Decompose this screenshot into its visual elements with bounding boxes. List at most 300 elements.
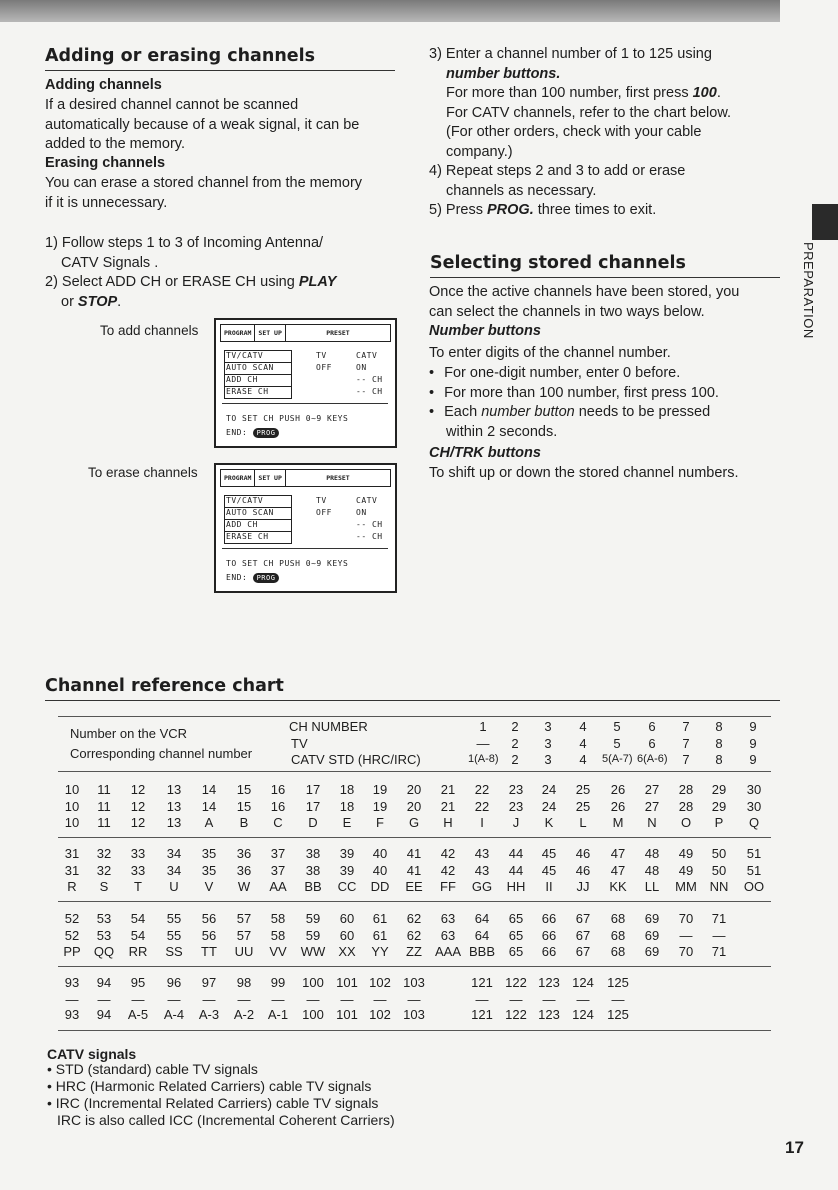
channel-cell: TT [201,944,217,959]
osd-menu-program: PROGRAM [221,470,255,486]
chart-head-cell: 6 [648,719,656,734]
channel-cell: 49 [678,846,694,861]
channel-cell: 14 [201,782,217,797]
channel-cell: 66 [541,944,557,959]
channel-cell: — [611,992,625,1007]
channel-cell: 70 [678,911,694,926]
channel-cell: 63 [440,928,456,943]
channel-cell: 70 [678,944,694,959]
channel-cell: 41 [406,846,422,861]
text-line: or [61,293,78,310]
adding-erasing-heading: Adding or erasing channels [45,46,316,66]
osd-menu-bar [220,469,391,487]
channel-cell: 50 [711,863,727,878]
chart-head-cell: 7 [682,736,690,751]
osd-row-label: TV/CATV [226,351,264,360]
channel-cell: 36 [236,846,252,861]
chart-head-cell: 9 [749,719,757,734]
osd-row-label: ADD CH [226,375,258,384]
erasing-channels-text [45,174,362,213]
osd-screen-add [214,318,397,448]
osd-menu-program: PROGRAM [221,325,255,341]
prog-badge: PROG [253,573,280,583]
channel-cell: A-5 [127,1007,149,1022]
step-3 [429,45,731,162]
channel-cell: 52 [64,928,80,943]
channel-cell: 57 [236,911,252,926]
channel-cell: 32 [96,846,112,861]
osd-screen-erase [214,463,397,593]
chart-head-cell: 5(A-7) [602,753,633,765]
channel-cell: 58 [270,928,286,943]
channel-cell: 20 [406,799,422,814]
channel-cell: 11 [97,782,111,797]
channel-cell: 27 [644,799,660,814]
channel-cell: 10 [64,782,80,797]
text-line: can select the channels in two ways below. [429,303,705,320]
table-rule [58,966,771,967]
channel-cell: 27 [644,782,660,797]
channel-cell: 33 [130,846,146,861]
text-line: CATV Signals . [61,254,159,271]
text-line: automatically because of a weak signal, it can be [45,116,360,133]
text-line: added to the memory. [45,136,185,152]
channel-cell: 42 [440,863,456,878]
channel-cell: H [443,815,453,830]
channel-cell: 96 [166,975,182,990]
chart-head-cell: 5 [613,736,621,751]
channel-cell: 22 [474,799,490,814]
channel-cell: II [545,879,553,894]
osd-footer-instruction: TO SET CH PUSH 0~9 KEYS [226,559,349,568]
channel-cell: 56 [201,928,217,943]
osd-row-option: -- CH [356,375,383,384]
channel-cell: 18 [339,782,355,797]
channel-cell: 12 [130,782,146,797]
channel-cell: 52 [64,911,80,926]
to-add-label: To add channels [100,323,199,338]
osd-separator [222,548,388,549]
channel-cell: Q [748,815,760,830]
osd-menu-setup: SET UP [255,325,285,341]
channel-cell: 98 [236,975,252,990]
section-side-label: PREPARATION [801,242,816,339]
selecting-stored-heading: Selecting stored channels [430,253,686,273]
step-4 [429,162,685,201]
chart-head-cell: 3 [544,736,552,751]
channel-cell: 66 [541,911,557,926]
channel-cell: 66 [541,928,557,943]
osd-end-label: END: [226,573,248,582]
channel-cell: 40 [372,863,388,878]
text-line: If a desired channel cannot be scanned [45,97,299,113]
channel-cell: 59 [305,928,321,943]
channel-cell: 37 [270,846,286,861]
osd-row-label: ADD CH [226,520,258,529]
selecting-text [429,283,739,322]
chart-head-cell: 7 [682,719,690,734]
channel-cell: 61 [372,911,388,926]
catv-item: STD (standard) cable TV signals [55,1061,258,1077]
channel-cell: C [273,815,283,830]
channel-cell: 15 [236,799,252,814]
channel-cell: 51 [746,863,762,878]
channel-cell: E [342,815,352,830]
channel-cell: 103 [403,975,425,990]
chart-head-cell: 9 [749,752,757,767]
channel-cell: 55 [166,911,182,926]
channel-cell: 93 [64,1007,80,1022]
osd-row-option: ON [356,508,367,517]
channel-cell: 38 [305,863,321,878]
osd-row-option: -- CH [356,532,383,541]
adding-channels-text [45,96,359,155]
erasing-channels-heading: Erasing channels [45,155,166,171]
table-rule [58,901,771,902]
chart-head-cell: 8 [715,736,723,751]
channel-cell: — [712,928,726,943]
channel-cell: 50 [711,846,727,861]
channel-cell: 53 [96,911,112,926]
channel-cell: 65 [508,944,524,959]
table-rule [58,1030,771,1031]
page-number: 17 [785,1138,804,1157]
channel-cell: 62 [406,928,422,943]
channel-cell: 93 [64,975,80,990]
channel-cell: 67 [575,911,591,926]
chtrk-heading: CH/TRK buttons [429,445,541,461]
prog-badge: PROG [253,428,280,438]
channel-cell: 95 [130,975,146,990]
heading-rule [45,70,395,71]
chart-head-cell: 8 [715,752,723,767]
number-buttons-label: number buttons. [446,65,561,82]
channel-cell: 123 [538,975,560,990]
channel-cell: 41 [406,863,422,878]
osd-row-label: ERASE CH [226,387,269,396]
text-line: You can erase a stored channel from the memory [45,175,363,191]
channel-cell: PP [63,944,81,959]
chart-head-cell: 4 [579,736,587,751]
channel-cell: 55 [166,928,182,943]
channel-cell: B [239,815,249,830]
channel-cell: F [376,815,384,830]
adding-channels-heading: Adding channels [45,77,162,93]
chart-head-cell: 6 [648,736,656,751]
channel-cell: U [169,879,179,894]
channel-cell: 124 [572,1007,594,1022]
channel-cell: CC [337,879,357,894]
channel-cell: AAA [434,944,461,959]
channel-cell: 100 [302,1007,324,1022]
text-line: For CATV channels, refer to the chart below. [446,104,732,121]
channel-cell: 99 [270,975,286,990]
channel-cell: 64 [474,911,490,926]
channel-cell: 47 [610,863,626,878]
chart-head-cell: 4 [579,719,587,734]
table-rule [58,837,771,838]
channel-cell: 38 [305,846,321,861]
osd-row-value: TV [316,351,327,360]
channel-cell: FF [440,879,456,894]
channel-cell: 10 [64,815,80,830]
osd-row-label: TV/CATV [226,496,264,505]
channel-cell: — [131,992,145,1007]
channel-cell: 44 [508,846,524,861]
table-rule [58,716,771,717]
channel-cell: AA [269,879,287,894]
number-buttons-text: To enter digits of the channel number. [429,345,671,361]
chart-head-cell: — [476,736,490,751]
channel-cell: J [512,815,520,830]
channel-cell: YY [371,944,389,959]
text-line: . [117,293,122,310]
channel-cell: — [576,992,590,1007]
channel-cell: 102 [369,1007,391,1022]
text-line: 1) Follow steps 1 to 3 of Incoming Antenna/ [45,235,324,251]
channel-cell: 43 [474,863,490,878]
page-header-bar [0,0,780,22]
text-line: 4) Repeat steps 2 and 3 to add or erase [429,163,686,179]
osd-row-value: OFF [316,363,332,372]
chart-head-cell: 3 [544,752,552,767]
channel-cell: 122 [505,1007,527,1022]
chart-head-cell: 2 [511,719,519,734]
channel-cell: XX [338,944,356,959]
osd-row-option: -- CH [356,520,383,529]
channel-cell: 29 [711,782,727,797]
osd-menu-bar [220,324,391,342]
channel-cell: K [544,815,554,830]
bullet-text-italic: number button [481,404,575,420]
channel-cell: — [306,992,320,1007]
channel-cell: 47 [610,846,626,861]
channel-cell: 45 [541,846,557,861]
channel-cell: 71 [711,911,727,926]
channel-cell: — [373,992,387,1007]
heading-rule [45,700,780,701]
channel-cell: 24 [541,799,557,814]
osd-row-option: CATV [356,496,378,505]
osd-separator [222,403,388,404]
chart-head-cell: 3 [544,719,552,734]
chart-head-cell: 5 [613,719,621,734]
channel-cell: 69 [644,911,660,926]
chart-head-cell: 2 [511,736,519,751]
channel-cell: 14 [201,799,217,814]
channel-cell: 23 [508,782,524,797]
hdr-vcr: Number on the VCR [70,726,188,741]
channel-cell: — [475,992,489,1007]
channel-cell: S [99,879,109,894]
hdr-corresponding: Corresponding channel number [70,746,253,761]
channel-cell: 15 [236,782,252,797]
osd-row-value: OFF [316,508,332,517]
osd-end-label: END: [226,428,248,437]
channel-cell: 56 [201,911,217,926]
channel-cell: SS [165,944,183,959]
channel-cell: 19 [372,799,388,814]
chart-head-cell: 1(A-8) [468,753,499,765]
channel-cell: UU [234,944,254,959]
channel-cell: 125 [607,1007,629,1022]
osd-row-label: AUTO SCAN [226,508,274,517]
step-5 [429,201,656,221]
osd-row-option: ON [356,363,367,372]
text-line: if it is unnecessary. [45,194,168,211]
table-rule [58,771,771,772]
channel-cell: MM [675,879,697,894]
channel-cell: 11 [97,815,111,830]
channel-cell: 35 [201,863,217,878]
channel-cell: 13 [166,799,182,814]
channel-cell: 94 [96,975,112,990]
channel-cell: 48 [644,863,660,878]
channel-cell: 31 [64,863,80,878]
channel-cell: 51 [746,846,762,861]
channel-cell: 68 [610,928,626,943]
bullet-text: within 2 seconds. [446,423,558,440]
channel-cell: 61 [372,928,388,943]
channel-cell: 121 [471,1007,493,1022]
channel-cell: 42 [440,846,456,861]
channel-cell: 13 [166,815,182,830]
text-line: For more than 100 number, first press [446,85,693,101]
channel-cell: A-1 [267,1007,289,1022]
chart-head-cell: 2 [511,752,519,767]
channel-cell: 69 [644,928,660,943]
channel-cell: 54 [130,911,146,926]
channel-cell: I [480,815,484,830]
channel-cell: 32 [96,863,112,878]
channel-cell: HH [506,879,526,894]
channel-cell: 62 [406,911,422,926]
channel-cell: — [407,992,421,1007]
text-line: 2) Select ADD CH or ERASE CH using [45,274,299,290]
channel-cell: 23 [508,799,524,814]
text-line: Once the active channels have been stored, you [429,284,740,300]
channel-cell: 53 [96,928,112,943]
channel-cell: A-2 [233,1007,255,1022]
channel-cell: ZZ [406,944,422,959]
channel-cell: 59 [305,911,321,926]
channel-cell: 26 [610,799,626,814]
channel-cell: 45 [541,863,557,878]
channel-cell: KK [609,879,627,894]
channel-cell: 94 [96,1007,112,1022]
channel-chart-heading: Channel reference chart [45,676,284,696]
number-buttons-bullets: • For one-digit number, enter 0 before. • For more than 100 number, first press 100. • Each number button needs to be pressed within 2 seconds. [429,364,719,442]
channel-cell: T [134,879,142,894]
channel-cell: 67 [575,944,591,959]
channel-cell: 13 [166,782,182,797]
channel-cell: 100 [302,975,324,990]
channel-cell: VV [269,944,287,959]
channel-cell: 19 [372,782,388,797]
channel-cell: 16 [270,799,286,814]
number-buttons-heading: Number buttons [429,323,541,339]
section-tab-marker [812,204,838,240]
channel-cell: 29 [711,799,727,814]
chart-head-cell: 7 [682,752,690,767]
channel-cell: 43 [474,846,490,861]
channel-cell: — [271,992,285,1007]
channel-cell: 21 [440,799,456,814]
channel-cell: 10 [64,799,80,814]
channel-cell: 35 [201,846,217,861]
osd-menu-preset: PRESET [326,329,350,337]
chart-head-cell: 1 [479,719,487,734]
channel-cell: A [204,815,214,830]
osd-row-label: AUTO SCAN [226,363,274,372]
channel-cell: 67 [575,928,591,943]
text-line: three times to exit. [533,202,657,218]
channel-cell: JJ [576,879,590,894]
channel-cell: 121 [471,975,493,990]
channel-cell: 18 [339,799,355,814]
channel-cell: G [408,815,420,830]
channel-cell: 37 [270,863,286,878]
channel-cell: D [308,815,318,830]
osd-menu-setup: SET UP [255,470,285,486]
catv-item: HRC (Harmonic Related Carriers) cable TV signals [55,1078,372,1094]
text-line: 5) Press [429,202,488,218]
channel-cell: 68 [610,911,626,926]
channel-cell: 34 [166,863,182,878]
chart-head-cell: 4 [579,752,587,767]
channel-cell: 101 [336,1007,358,1022]
osd-menu-preset: PRESET [326,474,350,482]
channel-cell: 65 [508,928,524,943]
channel-cell: 22 [474,782,490,797]
channel-cell: 17 [305,782,321,797]
text-line: . [716,85,721,101]
channel-cell: BB [304,879,322,894]
channel-cell: WW [300,944,326,959]
channel-cell: 71 [711,944,727,959]
channel-cell: 60 [339,928,355,943]
channel-cell: 25 [575,799,591,814]
chtrk-text: To shift up or down the stored channel numbers. [429,465,739,481]
channel-cell: N [647,815,657,830]
channel-cell: EE [405,879,423,894]
channel-cell: 124 [572,975,594,990]
channel-cell: 57 [236,928,252,943]
channel-cell: — [237,992,251,1007]
channel-cell: LL [644,879,660,894]
catv-signals-list: • STD (standard) cable TV signals • HRC (Harmonic Related Carriers) cable TV signals • IRC (Incremental Related Carriers) cable TV signals IRC is also called ICC (Incremental Coherent Carriers) [47,1061,395,1128]
channel-cell: 60 [339,911,355,926]
text-line: company.) [446,143,513,160]
channel-cell: 49 [678,863,694,878]
to-erase-label: To erase channels [88,465,198,480]
prog-label: PROG. [487,202,534,218]
channel-cell: DD [370,879,390,894]
channel-cell: 40 [372,846,388,861]
channel-cell: P [714,815,724,830]
channel-cell: 24 [541,782,557,797]
chart-head-cell: 9 [749,736,757,751]
channel-cell: W [237,879,251,894]
osd-footer-end [226,573,279,583]
channel-cell: RR [128,944,148,959]
channel-cell: 125 [607,975,629,990]
channel-cell: 64 [474,928,490,943]
hdr-catv: CATV STD (HRC/IRC) [291,752,421,767]
text-line: (For other orders, check with your cable [446,124,702,140]
channel-cell: — [167,992,181,1007]
channel-cell: 48 [644,846,660,861]
